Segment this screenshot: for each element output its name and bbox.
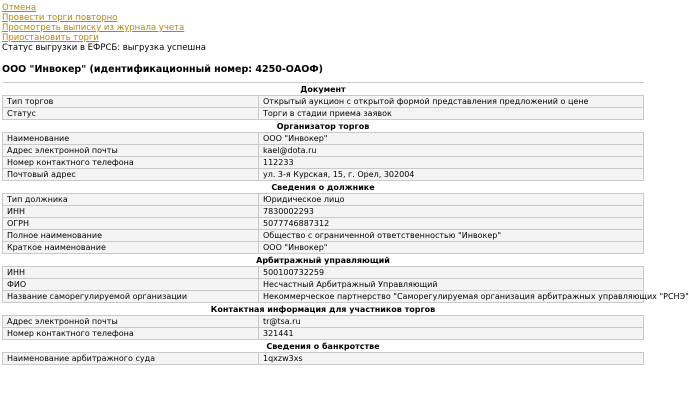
field-value: tr@tsa.ru bbox=[259, 316, 644, 328]
auction-details-table bbox=[2, 82, 689, 365]
field-value: 321441 bbox=[259, 328, 644, 340]
table-row bbox=[3, 353, 644, 365]
field-label: Наименование bbox=[3, 133, 259, 145]
table-row bbox=[3, 133, 644, 145]
section-title: Сведения о должнике bbox=[3, 181, 644, 194]
field-label: Тип торгов bbox=[3, 96, 259, 108]
field-value: 7830002293 bbox=[259, 206, 644, 218]
table-row bbox=[3, 291, 644, 303]
table-row bbox=[3, 279, 644, 291]
field-label: Краткое наименование bbox=[3, 242, 259, 254]
section-header-row bbox=[3, 254, 644, 267]
field-value: ул. 3-я Курская, 15, г. Орел, 302004 bbox=[259, 169, 644, 181]
table-row bbox=[3, 194, 644, 206]
field-value: 500100732259 bbox=[259, 267, 644, 279]
table-row bbox=[3, 267, 644, 279]
section-header-row bbox=[3, 83, 644, 96]
field-value: Некоммерческое партнерство "Саморегулируемая организация арбитражных управляющих "РСНЭ" bbox=[259, 291, 644, 303]
action-links bbox=[2, 3, 206, 53]
field-label: Тип должника bbox=[3, 194, 259, 206]
table-row bbox=[3, 157, 644, 169]
field-label: Адрес электронной почты bbox=[3, 145, 259, 157]
field-value: 112233 bbox=[259, 157, 644, 169]
cancel-link[interactable]: Отмена bbox=[2, 3, 37, 13]
table-row bbox=[3, 108, 644, 120]
field-label: Полное наименование bbox=[3, 230, 259, 242]
suspend-auction-link[interactable]: Приостановить торги bbox=[2, 33, 99, 43]
field-label: Почтовый адрес bbox=[3, 169, 259, 181]
field-value: ООО "Инвокер" bbox=[259, 242, 644, 254]
field-label: Название саморегулируемой организации bbox=[3, 291, 259, 303]
field-label: ИНН bbox=[3, 206, 259, 218]
field-value: 1qxzw3xs bbox=[259, 353, 644, 365]
export-status-text: Статус выгрузки в ЕФРСБ: выгрузка успешна bbox=[2, 43, 207, 53]
section-title: Контактная информация для участников торгов bbox=[3, 303, 644, 316]
table-row bbox=[3, 145, 644, 157]
field-value: Юридическое лицо bbox=[259, 194, 644, 206]
section-title: Сведения о банкротстве bbox=[3, 340, 644, 353]
organization-title: ООО "Инвокер" (идентификационный номер: 4250-ОАОФ) bbox=[2, 64, 324, 75]
retry-auction-link[interactable]: Провести торги повторно bbox=[2, 13, 118, 23]
table-row bbox=[3, 316, 644, 328]
field-label: Номер контактного телефона bbox=[3, 328, 259, 340]
field-label: Статус bbox=[3, 108, 259, 120]
view-extract-link[interactable]: Просмотреть выписку из журнала учета bbox=[2, 23, 185, 33]
field-label: ФИО bbox=[3, 279, 259, 291]
section-header-row bbox=[3, 303, 644, 316]
field-label: ИНН bbox=[3, 267, 259, 279]
table-row bbox=[3, 169, 644, 181]
section-title: Организатор торгов bbox=[3, 120, 644, 133]
table-row bbox=[3, 206, 644, 218]
section-title: Документ bbox=[3, 83, 644, 96]
table-row bbox=[3, 230, 644, 242]
field-label: Наименование арбитражного суда bbox=[3, 353, 259, 365]
field-label: ОГРН bbox=[3, 218, 259, 230]
field-label: Номер контактного телефона bbox=[3, 157, 259, 169]
section-header-row bbox=[3, 340, 644, 353]
field-value: Открытый аукцион с открытой формой представления предложений о цене bbox=[259, 96, 644, 108]
field-value: Общество с ограниченной ответственностью "Инвокер" bbox=[259, 230, 644, 242]
section-header-row bbox=[3, 181, 644, 194]
section-title: Арбитражный управляющий bbox=[3, 254, 644, 267]
table-row bbox=[3, 96, 644, 108]
field-label: Адрес электронной почты bbox=[3, 316, 259, 328]
table-row bbox=[3, 328, 644, 340]
field-value: 5077746887312 bbox=[259, 218, 644, 230]
table-row bbox=[3, 218, 644, 230]
field-value: Торги в стадии приема заявок bbox=[259, 108, 644, 120]
field-value: ООО "Инвокер" bbox=[259, 133, 644, 145]
field-value: kael@dota.ru bbox=[259, 145, 644, 157]
section-header-row bbox=[3, 120, 644, 133]
table-row bbox=[3, 242, 644, 254]
field-value: Несчастный Арбитражный Управляющий bbox=[259, 279, 644, 291]
